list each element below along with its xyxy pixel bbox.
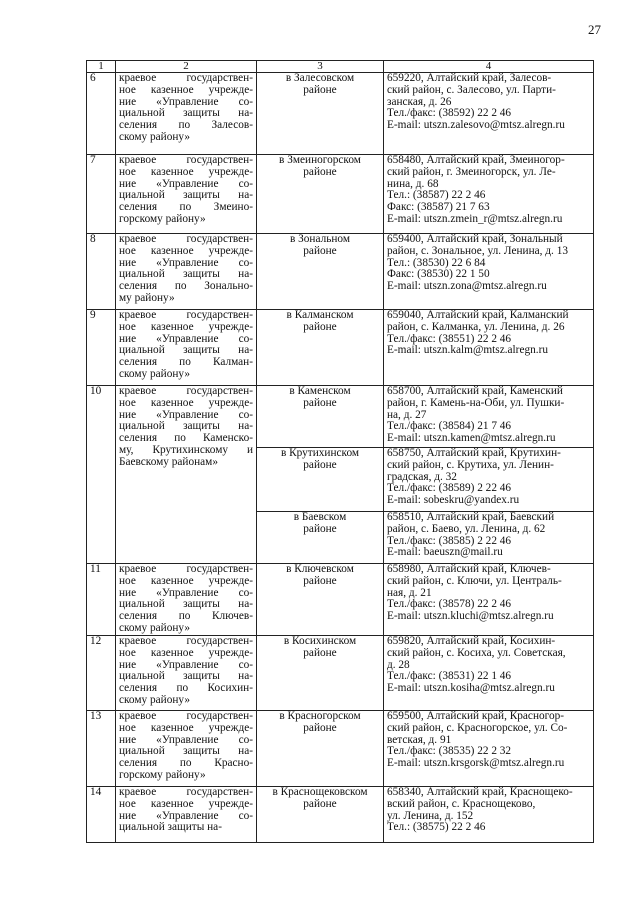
text-line: ние «Управление со-	[119, 733, 253, 746]
text-line: район, с. Зональное, ул. Ленина, д. 13	[387, 244, 568, 257]
table-row	[87, 564, 594, 636]
text-line: краевое государствен-	[119, 710, 253, 722]
contact-cell	[384, 155, 594, 234]
text-line: в Красногорском	[279, 710, 361, 722]
text-line: в Ключевском	[286, 563, 354, 575]
text-line: ский район, с. Залесово, ул. Парти-	[387, 83, 556, 96]
text-line: Тел.: (38575) 22 2 46	[387, 821, 486, 834]
text-line: ное казенное учрежде-	[119, 83, 253, 96]
district-cell	[257, 310, 384, 386]
district-cell	[257, 386, 384, 448]
text-line: скому району»	[119, 693, 190, 706]
text-line: E-mail: utszn.krsgorsk@mtsz.alregn.ru	[387, 757, 565, 770]
text-line: район, с. Калманка, ул. Ленина, д. 26	[387, 320, 565, 333]
row-number: 7	[87, 155, 116, 234]
organization-cell	[116, 386, 257, 564]
text-line: 658980, Алтайский край, Ключев-	[387, 563, 551, 575]
text-line: Факс: (38530) 22 1 50	[387, 268, 490, 281]
contact-cell	[384, 787, 594, 843]
text-line: в Краснощековском	[272, 786, 368, 798]
text-line: Тел.: (38530) 22 6 84	[387, 256, 486, 269]
organization-cell	[116, 711, 257, 787]
text-line: Тел./факс: (38585) 2 22 46	[387, 534, 512, 547]
text-line: ное казенное учрежде-	[119, 320, 253, 333]
text-line: ский район, г. Змеиногорск, ул. Ле-	[387, 165, 556, 178]
text-line: ние «Управление со-	[119, 332, 253, 345]
text-line: в Калманском	[286, 309, 354, 321]
text-line: циальной защиты на-	[119, 268, 253, 281]
text-line: краевое государствен-	[119, 72, 253, 84]
text-line: на, д. 27	[387, 408, 427, 421]
organization-cell	[116, 234, 257, 310]
text-line: в Змеиногорском	[279, 154, 361, 166]
table-row	[87, 310, 594, 386]
text-line: селения по Косихин-	[119, 682, 253, 695]
text-line: Тел./факс: (38592) 22 2 46	[387, 107, 512, 120]
text-line: в Баевском	[293, 511, 347, 523]
text-line: E-mail: utszn.kalm@mtsz.alregn.ru	[387, 344, 548, 357]
contact-cell	[384, 711, 594, 787]
text-line: в Залесовском	[285, 72, 355, 84]
text-line: ние «Управление со-	[119, 177, 253, 190]
text-line: ное казенное учрежде-	[119, 165, 253, 178]
organization-cell	[116, 310, 257, 386]
text-line: Тел./факс: (38584) 21 7 46	[387, 420, 512, 433]
text-line: E-mail: baeuszn@mail.ru	[387, 546, 503, 559]
text-line: районе	[303, 797, 337, 810]
district-cell	[257, 512, 384, 564]
organization-cell	[116, 787, 257, 843]
text-line: вский район, с. Краснощеково,	[387, 797, 536, 810]
text-line: краевое государствен-	[119, 563, 253, 575]
text-line: 658700, Алтайский край, Каменский	[387, 385, 563, 397]
text-line: E-mail: utszn.zalesovo@mtsz.alregn.ru	[387, 119, 565, 132]
row-number: 13	[87, 711, 116, 787]
text-line: район, г. Камень-на-Оби, ул. Пушки-	[387, 396, 565, 409]
row-number: 14	[87, 787, 116, 843]
text-line: Тел./факс: (38551) 22 2 46	[387, 332, 512, 345]
text-line: ное казенное учрежде-	[119, 396, 253, 409]
text-line: краевое государствен-	[119, 786, 253, 798]
text-line: 659500, Алтайский край, Красногор-	[387, 710, 565, 722]
text-line: д. 28	[387, 658, 410, 671]
text-line: ветская, д. 91	[387, 733, 452, 746]
organization-cell	[116, 73, 257, 155]
text-line: районе	[303, 522, 337, 535]
table-row	[87, 73, 594, 155]
text-line: циальной защиты на-	[119, 745, 253, 758]
text-line: ное казенное учрежде-	[119, 244, 253, 257]
district-cell	[257, 155, 384, 234]
text-line: му, Крутихинскому и	[119, 443, 253, 456]
text-line: ский район, с. Ключи, ул. Централь-	[387, 574, 562, 587]
organization-cell	[116, 155, 257, 234]
text-line: циальной защиты на-	[119, 344, 253, 357]
text-line: циальной защиты на-	[119, 107, 253, 120]
text-line: E-mail: sobeskru@yandex.ru	[387, 494, 520, 507]
district-cell	[257, 234, 384, 310]
text-line: районе	[303, 83, 337, 96]
services-table	[86, 60, 594, 843]
text-line: краевое государствен-	[119, 233, 253, 245]
text-line: 659400, Алтайский край, Зональный	[387, 233, 563, 245]
contact-cell	[384, 512, 594, 564]
text-line: скому району»	[119, 130, 190, 143]
header-col-3: 3	[257, 61, 384, 73]
text-line: 658480, Алтайский край, Змеиногор-	[387, 154, 565, 166]
table-row	[87, 711, 594, 787]
header-col-4: 4	[384, 61, 594, 73]
text-line: селения по Калман-	[119, 356, 253, 369]
text-line: Баевскому районам»	[119, 455, 218, 468]
text-line: Тел./факс: (38589) 2 22 46	[387, 482, 512, 495]
row-number: 12	[87, 636, 116, 711]
text-line: ное казенное учрежде-	[119, 646, 253, 659]
contact-cell	[384, 564, 594, 636]
text-line: краевое государствен-	[119, 154, 253, 166]
text-line: Тел./факс: (38535) 22 2 32	[387, 745, 512, 758]
text-line: 658750, Алтайский край, Крутихин-	[387, 447, 561, 459]
text-line: E-mail: utszn.zona@mtsz.alregn.ru	[387, 280, 547, 293]
text-line: селения по Каменско-	[119, 432, 253, 445]
contact-cell	[384, 310, 594, 386]
text-line: занская, д. 26	[387, 95, 452, 108]
district-cell	[257, 564, 384, 636]
text-line: ная, д. 21	[387, 586, 432, 599]
text-line: ние «Управление со-	[119, 658, 253, 671]
contact-cell	[384, 636, 594, 711]
text-line: скому району»	[119, 621, 190, 634]
text-line: нина, д. 68	[387, 177, 439, 190]
organization-cell	[116, 564, 257, 636]
text-line: районе	[303, 721, 337, 734]
contact-cell	[384, 386, 594, 448]
text-line: краевое государствен-	[119, 385, 253, 397]
text-line: ский район, с. Красногорское, ул. Со-	[387, 721, 568, 734]
text-line: ное казенное учрежде-	[119, 574, 253, 587]
text-line: ул. Ленина, д. 152	[387, 809, 474, 822]
text-line: район, с. Баево, ул. Ленина, д. 62	[387, 522, 546, 535]
text-line: 658340, Алтайский край, Краснощеко-	[387, 786, 573, 798]
text-line: районе	[303, 396, 337, 409]
text-line: в Зональном	[289, 233, 351, 245]
text-line: в Крутихинском	[280, 447, 360, 459]
table-row	[87, 636, 594, 711]
text-line: ский район, с. Косиха, ул. Советская,	[387, 646, 566, 659]
header-col-1: 1	[87, 61, 116, 73]
text-line: циальной защиты на-	[119, 821, 222, 834]
text-line: в Каменском	[289, 385, 351, 397]
text-line: E-mail: utszn.kamen@mtsz.alregn.ru	[387, 432, 556, 445]
district-cell	[257, 711, 384, 787]
text-line: ние «Управление со-	[119, 256, 253, 269]
district-cell	[257, 73, 384, 155]
text-line: E-mail: utszn.kosiha@mtsz.alregn.ru	[387, 682, 555, 695]
text-line: 659220, Алтайский край, Залесов-	[387, 72, 552, 84]
district-cell	[257, 448, 384, 512]
table-row	[87, 386, 594, 448]
table-row	[87, 155, 594, 234]
text-line: Факс: (38587) 21 7 63	[387, 201, 490, 214]
text-line: скому району»	[119, 367, 190, 380]
header-col-2: 2	[116, 61, 257, 73]
text-line: E-mail: utszn.kluchi@mtsz.alregn.ru	[387, 610, 554, 623]
text-line: ние «Управление со-	[119, 586, 253, 599]
text-line: краевое государствен-	[119, 635, 253, 647]
text-line: циальной защиты на-	[119, 670, 253, 683]
text-line: 659040, Алтайский край, Калманский	[387, 309, 569, 321]
row-number: 9	[87, 310, 116, 386]
table-row	[87, 787, 594, 843]
table-header-row	[87, 61, 594, 73]
text-line: районе	[303, 244, 337, 257]
text-line: селения по Змеино-	[119, 201, 253, 214]
text-line: циальной защиты на-	[119, 189, 253, 202]
text-line: ние «Управление со-	[119, 408, 253, 421]
district-cell	[257, 787, 384, 843]
text-line: Тел./факс: (38578) 22 2 46	[387, 598, 512, 611]
text-line: селения по Зонально-	[119, 280, 253, 293]
contact-cell	[384, 73, 594, 155]
text-line: районе	[303, 574, 337, 587]
text-line: Тел.: (38587) 22 2 46	[387, 189, 486, 202]
text-line: ский район, с. Крутиха, ул. Ленин-	[387, 458, 554, 471]
text-line: ное казенное учрежде-	[119, 797, 253, 810]
row-number: 11	[87, 564, 116, 636]
contact-cell	[384, 448, 594, 512]
text-line: селения по Красно-	[119, 757, 253, 770]
text-line: ние «Управление со-	[119, 809, 253, 822]
text-line: циальной защиты на-	[119, 598, 253, 611]
text-line: 659820, Алтайский край, Косихин-	[387, 635, 556, 647]
text-line: селения по Залесов-	[119, 119, 253, 132]
text-line: районе	[303, 320, 337, 333]
row-number: 8	[87, 234, 116, 310]
text-line: горскому району»	[119, 212, 206, 225]
text-line: градская, д. 32	[387, 470, 457, 483]
page-number: 27	[588, 22, 601, 37]
text-line: районе	[303, 458, 337, 471]
text-line: Тел./факс: (38531) 22 1 46	[387, 670, 512, 683]
table-body	[87, 61, 594, 843]
text-line: ное казенное учрежде-	[119, 721, 253, 734]
contact-cell	[384, 234, 594, 310]
text-line: горскому району»	[119, 768, 206, 781]
text-line: циальной защиты на-	[119, 420, 253, 433]
text-line: селения по Ключев-	[119, 610, 253, 623]
text-line: 658510, Алтайский край, Баевский	[387, 511, 555, 523]
organization-cell	[116, 636, 257, 711]
text-line: ние «Управление со-	[119, 95, 253, 108]
table-row	[87, 234, 594, 310]
text-line: му району»	[119, 291, 175, 304]
text-line: E-mail: utszn.zmein_r@mtsz.alregn.ru	[387, 212, 563, 225]
row-number: 10	[87, 386, 116, 564]
text-line: районе	[303, 165, 337, 178]
text-line: краевое государствен-	[119, 309, 253, 321]
district-cell	[257, 636, 384, 711]
text-line: в Косихинском	[283, 635, 357, 647]
text-line: районе	[303, 646, 337, 659]
row-number: 6	[87, 73, 116, 155]
